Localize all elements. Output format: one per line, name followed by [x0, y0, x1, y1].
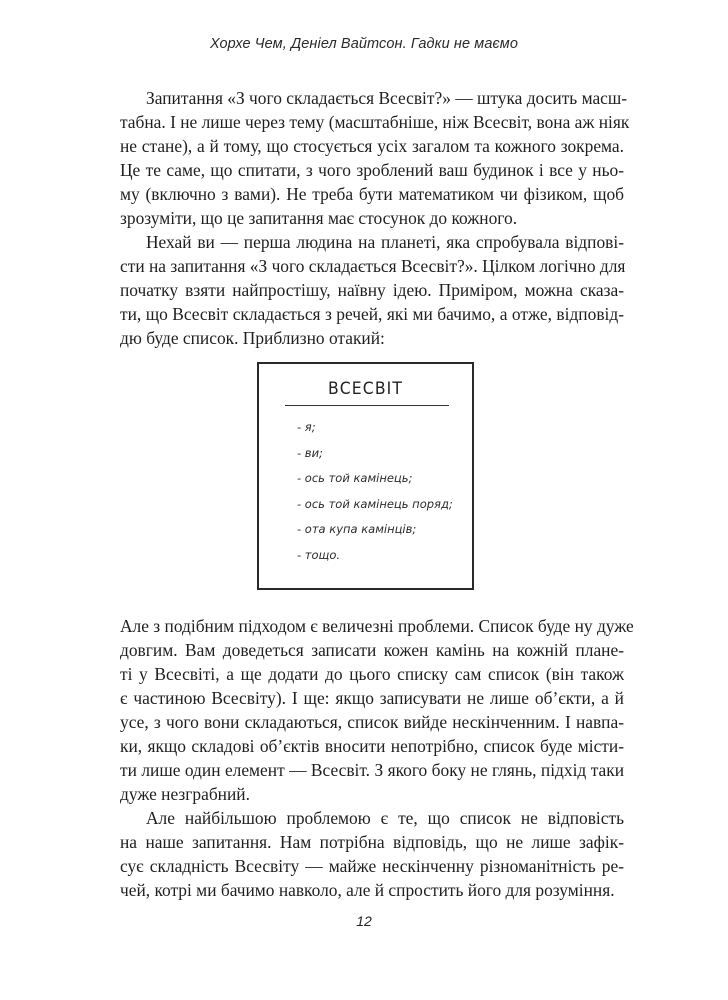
figure-list-item: - тощо. — [297, 547, 341, 562]
text-line: дуже незграбний. — [120, 784, 250, 804]
figure-list-item: - я; — [297, 420, 316, 434]
text-line: початку взяти найпростішу, наївну ідею. Приміром, можна сказа- — [120, 280, 624, 300]
body-text-top — [120, 86, 630, 350]
text-line: Але найбільшою проблемою є те, що список не відповість — [146, 808, 624, 828]
text-line: усе, з чого вони складаються, список вийде нескінченним. І навпа- — [120, 712, 624, 732]
text-line: табна. І не лише через тему (масштабніше, ніж Всесвіт, вона аж ніяк — [120, 112, 630, 132]
text-line: довгим. Вам доведеться записати кожен камінь на кожній плане- — [120, 640, 624, 660]
figure-divider — [285, 405, 449, 406]
figure-list-item: - ось той камінець; — [297, 471, 413, 485]
text-line: му (включно з вами). Не треба бути математиком чи фізиком, щоб — [120, 184, 624, 204]
text-line: ті у Всесвіті, а ще додати до цього списку сам список (він також — [120, 664, 624, 684]
figure-list-item: - ви; — [297, 445, 323, 460]
text-line: не стане), а й тому, що стосується усіх загалом та кожного зокрема. — [120, 136, 624, 156]
text-line: на наше запитання. Нам потрібна відповідь, що не лише зафік- — [120, 832, 624, 852]
universe-list-figure — [257, 362, 474, 590]
figure-list-item: - ось той камінець поряд; — [297, 496, 453, 511]
text-line: дю буде список. Приблизно отакий: — [120, 328, 385, 348]
text-line: ки, якщо складові об’єктів вносити непотрібно, список буде місти- — [120, 736, 624, 756]
text-line: ти, що Всесвіт складається з речей, які ми бачимо, а отже, відповід- — [120, 304, 624, 324]
running-header: Хорхе Чем, Деніел Вайтсон. Гадки не маємо — [210, 36, 518, 52]
figure-title: ВСЕСВІТ — [327, 379, 404, 399]
page-number: 12 — [356, 913, 372, 929]
text-line: Але з подібним підходом є величезні проблеми. Список буде ну дуже — [120, 616, 634, 636]
text-line: є частиною Всесвіту). І ще: якщо записувати не лише об’єкти, а й — [120, 688, 624, 708]
figure-list — [297, 417, 453, 570]
text-line: зрозуміти, що це запитання має стосунок до кожного. — [120, 208, 518, 228]
body-text-bottom — [120, 614, 634, 902]
text-line: сує складність Всесвіту — майже нескінченну різноманітність ре- — [120, 856, 624, 876]
text-line: Це те саме, що спитати, з чого зроблений ваш будинок і все у ньо- — [120, 160, 624, 180]
text-line: чей, котрі ми бачимо навколо, але й спростить його для розуміння. — [120, 880, 615, 900]
text-line: Запитання «З чого складається Всесвіт?» — штука досить масш- — [146, 88, 628, 108]
text-line: ти лише один елемент — Всесвіт. З якого боку не глянь, підхід таки — [120, 760, 624, 780]
text-line: сти на запитання «З чого складається Всесвіт?». Цілком логічно для — [120, 256, 626, 276]
figure-list-item: - ота купа камінців; — [297, 522, 417, 536]
text-line: Нехай ви — перша людина на планеті, яка спробувала відпові- — [146, 232, 624, 252]
